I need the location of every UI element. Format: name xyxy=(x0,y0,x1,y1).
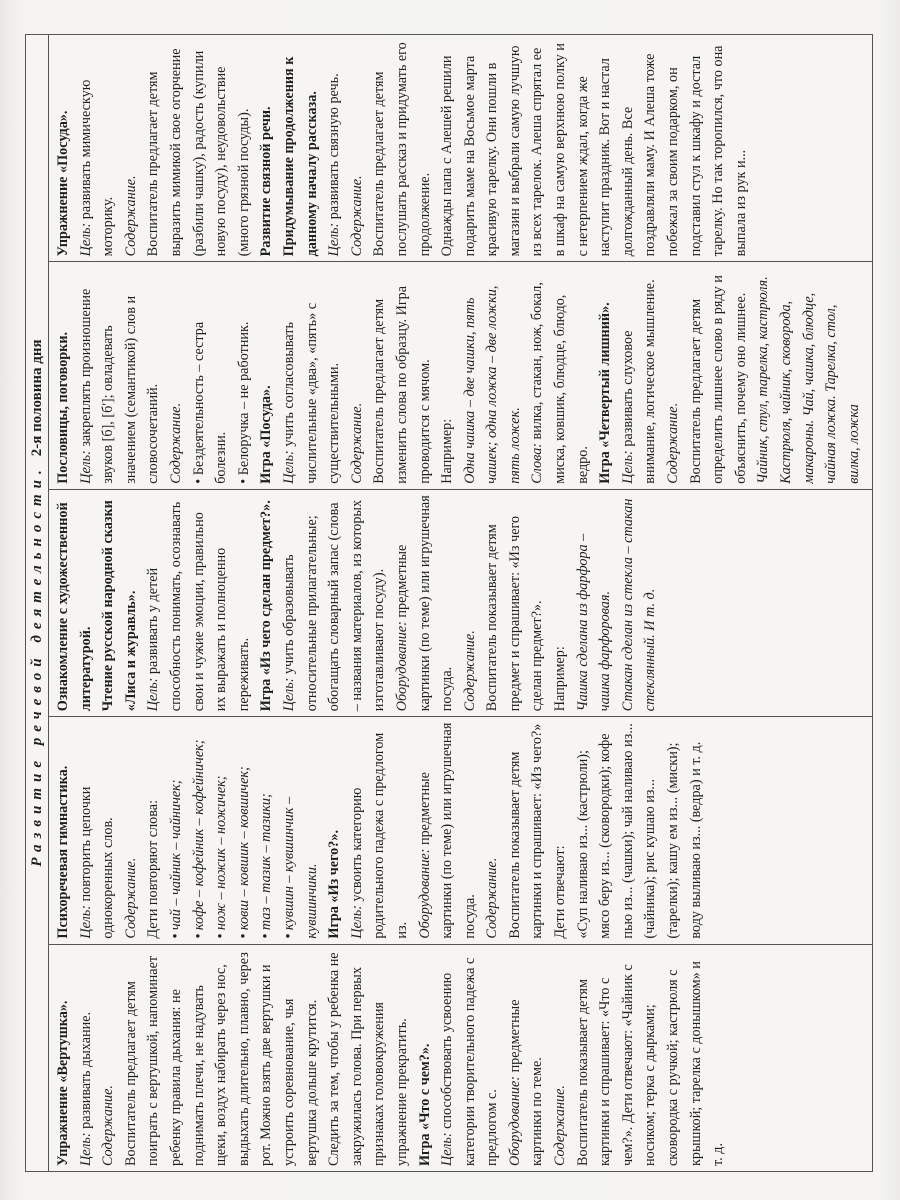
field-label: Цель: xyxy=(77,1132,94,1166)
field-label: Цель: xyxy=(77,450,94,484)
table-column xyxy=(49,261,873,488)
block-text: Игра «Из чего?». xyxy=(326,829,343,939)
table-columns xyxy=(49,35,873,1171)
block-text: Воспитатель предлагает детям поиграть с вертушкой, напоминает ребенку правила дыхания: не поднимать плечи, не надувать щеки, воздух набирать через нос, выдыхать длительно, плавно, через рот. Можно взять две вертушки и устроить соревнование, чья вертушка дольше крутится. Следить за тем, чтобы у ребенка не закружилась голова. При первых признаках головокружения упражнение прекратить. xyxy=(122,952,410,1166)
block-text: Упражнение «Посуда». xyxy=(55,110,71,257)
bullet-item xyxy=(210,722,233,938)
section-heading xyxy=(52,495,97,711)
block-text: учить согласовывать числительные «два», «пять» с существительными. xyxy=(280,302,343,484)
paragraph xyxy=(436,40,752,256)
block-text: Пословицы, поговорки. xyxy=(55,331,71,484)
block-text: Упражнение «Вертушка». xyxy=(55,1000,71,1166)
field-label: Цель: xyxy=(439,1132,456,1166)
paragraph xyxy=(368,267,436,483)
block-text: кувшин – кувшинчик – кувшинчики. xyxy=(280,796,320,939)
block-text: Однажды папа с Алешей решили подарить маме на Восьмое марта красивую тарелку. Они пошли в магазин и выбрали самую лучшую из всех тарелок. Алеша спрятал ее в шкаф на самую верхнюю полку и с нетерпением ждал, когда же наступит праздник. Вот и настал долгожданный день. Все поздравляли маму. И Алеша тоже побежал за своим подарком, он подставил стул к шкафу и достал тарелку. Но так торопился, что она выпала из рук и... xyxy=(439,43,749,257)
block-text: Воспитатель предлагает детям выразить мимикой свое огорчение (разбили чашку), радость (купили новую посуду), неудовольствие (много грязной посуды). xyxy=(145,48,252,257)
italic-text xyxy=(346,267,369,483)
paragraph xyxy=(368,40,436,256)
bullet-item xyxy=(233,267,256,483)
block-text: усвоить категорию родительного падежа с предлогом из. xyxy=(348,732,410,939)
paragraph xyxy=(414,722,482,938)
block-text: Одна чашка – две чашки, пять чашек; одна ложка – две ложки, пять ложек. xyxy=(461,285,523,484)
italic-text xyxy=(97,950,120,1166)
block-text: Чайник, стул, тарелка, кастрюля. Кастрюля, чайник, сковорода, макароны. Чай, чашка, блюдце, чайная ложка. Тарелка, стол, вилка, ложка xyxy=(755,276,862,484)
paragraph xyxy=(278,495,391,711)
table-column xyxy=(49,35,873,261)
paragraph xyxy=(75,950,98,1166)
block-text: Игра «Четвертый лишний». xyxy=(597,302,614,484)
block-text: Например: xyxy=(439,418,456,484)
block-text: Содержание. xyxy=(122,857,139,939)
block-text: Психоречевая гимнастика. xyxy=(55,765,71,939)
block-text: Игра «Посуда». xyxy=(258,385,275,484)
table-column xyxy=(49,489,873,716)
block-text: Придумывание продолжения к данному началу рассказа. xyxy=(280,56,320,257)
table-subtitle: 2-я половина дня xyxy=(28,339,45,457)
paragraph xyxy=(120,950,414,1166)
italic-text xyxy=(165,267,188,483)
block-text: предметные картинки по теме. xyxy=(506,999,546,1166)
bullet-item xyxy=(188,267,233,483)
block-text: Чашка сделана из фарфора – чашка фарфоровая. xyxy=(574,533,614,712)
block-text: Игра «Что с чем?». xyxy=(416,1043,433,1166)
field-label: Оборудование: xyxy=(506,1075,523,1166)
table-column xyxy=(49,716,873,943)
section-heading xyxy=(52,40,75,256)
italic-text xyxy=(459,267,527,483)
paragraph xyxy=(436,267,459,483)
italic-text xyxy=(346,40,369,256)
block-text: Белоручка – не работник. xyxy=(235,321,252,476)
block-text: Ознакомление с художественной литературой. xyxy=(55,502,94,712)
block-text: Стакан сделан из стекла – стакан стеклянный. И т. д. xyxy=(619,498,659,712)
block-text: Содержание. xyxy=(665,402,682,484)
paragraph xyxy=(481,495,549,711)
paragraph xyxy=(75,722,120,938)
section-heading xyxy=(97,495,142,711)
section-heading xyxy=(52,267,75,483)
block-text: Содержание. xyxy=(348,402,365,484)
paragraph xyxy=(278,267,346,483)
block-text: развивать слуховое внимание, логическое мышление. xyxy=(619,279,659,484)
block-text: Содержание. xyxy=(348,175,365,257)
block-text: повторить цепочки однокоренных слов. xyxy=(77,786,117,939)
block-text: Содержание. xyxy=(122,175,139,257)
paragraph xyxy=(75,267,165,483)
field-label: Цель: xyxy=(77,222,94,257)
block-text: Воспитатель предлагает детям определить лишнее слово в ряду и объяснить, почему оно лишнее. xyxy=(687,275,749,484)
block-text: развивать мимическую моторику. xyxy=(77,79,117,257)
block-text: нож – ножик – ножичек; xyxy=(213,775,230,931)
section-heading xyxy=(255,267,278,483)
italic-text xyxy=(120,40,143,256)
block-text: Развитие связной речи. xyxy=(258,106,275,257)
block-text: развивать у детей способность понимать, осознавать свои и чужие эмоции, правильно их выражать и полноценно переживать. xyxy=(145,501,252,712)
section-heading xyxy=(414,950,437,1166)
paragraph xyxy=(685,267,753,483)
field-label: Цель: xyxy=(326,222,343,257)
field-label: Цель: xyxy=(348,905,365,939)
field-label: Цель: xyxy=(280,450,297,484)
field-label: Оборудование: xyxy=(393,621,410,712)
table-column xyxy=(49,944,873,1171)
block-text: Воспитатель показывает детям предмет и спрашивает: «Из чего сделан предмет?». xyxy=(484,515,546,712)
paragraph xyxy=(436,950,504,1166)
paragraph xyxy=(75,40,120,256)
block-text: «Суп наливаю из... (кастрюли); мясо беру из... (сковородки); кофе пью из... (чашки); чай наливаю из... (чайника); рис кушаю из... (тарелки); кашу ем из... (миски); воду выливаю из... (ведра) и т. д. xyxy=(574,723,704,939)
paragraph xyxy=(549,495,572,711)
paragraph xyxy=(504,722,549,938)
block-text: Воспитатель предлагает детям послушать рассказ и придумать его продолжение. xyxy=(371,42,433,257)
italic-text xyxy=(572,495,617,711)
block-text: Воспитатель предлагает детям изменить слова по образцу. Игра проводится с мячом. xyxy=(371,285,433,484)
paragraph xyxy=(391,495,459,711)
block-text: учить образовывать относительные прилагательные; обогащать словарный запас (слова – названия материалов, из которых изготавливают посуду). xyxy=(280,499,388,712)
italic-text xyxy=(481,722,504,938)
section-heading xyxy=(323,722,346,938)
block-text: Содержание. xyxy=(461,630,478,712)
section-heading xyxy=(52,950,75,1166)
block-text: предметные картинки (по теме) или игрушечная посуда. xyxy=(393,495,456,712)
block-text: Дети отвечают: xyxy=(552,845,569,939)
block-text: Бездеятельность – сестра болезни. xyxy=(190,321,230,484)
paragraph xyxy=(526,267,594,483)
field-label: Оборудование: xyxy=(416,848,433,939)
paragraph xyxy=(617,267,662,483)
paragraph xyxy=(142,722,165,938)
field-label: Цель: xyxy=(619,450,636,484)
italic-text xyxy=(752,267,865,483)
block-text: развивать дыхание. xyxy=(77,1011,94,1133)
paragraph xyxy=(549,722,572,938)
block-text: Игра «Из чего сделан предмет?». xyxy=(258,500,275,712)
block-text: Чтение русской народной сказки «Лиса и журавль». xyxy=(100,500,139,712)
block-text: Например: xyxy=(552,646,569,712)
paragraph xyxy=(142,40,255,256)
bullet-item xyxy=(255,722,278,938)
block-text: ковш – ковшик – ковшичек; xyxy=(235,766,252,931)
paragraph xyxy=(572,950,730,1166)
block-text: Воспитатель показывает детям картинки и спрашивает: «Из чего?» xyxy=(506,723,546,939)
italic-text xyxy=(459,495,482,711)
table-title: Развитие речевой деятельности. xyxy=(28,464,45,867)
section-heading xyxy=(255,495,278,711)
field-label: Слова: xyxy=(529,442,546,484)
table-heading xyxy=(26,35,49,1171)
bullet-item xyxy=(233,722,256,938)
block-text: Содержание. xyxy=(167,402,184,484)
bullet-item xyxy=(165,722,188,938)
paragraph xyxy=(346,722,414,938)
italic-text xyxy=(662,267,685,483)
field-label: Цель: xyxy=(145,677,162,712)
section-heading xyxy=(255,40,278,256)
bullet-item xyxy=(188,722,211,938)
block-text: чай – чайник – чайничек; xyxy=(167,779,184,931)
block-text: закреплять произношение звуков [б], [б']; овладевать значением (семантикой) слов и словосочетаний. xyxy=(77,288,162,484)
paragraph xyxy=(504,950,549,1166)
bullet-item xyxy=(278,722,323,938)
section-heading xyxy=(594,267,617,483)
block-text: таз – тазик – тазики; xyxy=(258,793,275,931)
field-label: Цель: xyxy=(77,905,94,939)
block-text: способствовать усвоению категории творительного падежа с предлогом с. xyxy=(439,957,501,1166)
block-text: Воспитатель показывает детям картинки и спрашивает: «Что с чем?». Дети отвечают: «Чайник с носиком; терка с дырками; сковородка с ручкой; кастрюля с крышкой; тарелка с донышком» и т. д. xyxy=(574,961,727,1166)
italic-text xyxy=(617,495,662,711)
field-label: Цель: xyxy=(280,677,297,712)
block-text: Содержание. xyxy=(484,857,501,939)
paragraph xyxy=(572,722,708,938)
section-heading xyxy=(52,722,75,938)
paragraph xyxy=(323,40,346,256)
block-text: Дети повторяют слова: xyxy=(145,799,162,939)
activity-table xyxy=(25,34,873,1172)
block-text: кофе – кофейник – кофейничек; xyxy=(190,739,207,931)
block-text: предметные картинки (по теме) или игрушечная посуда. xyxy=(416,722,478,939)
block-text: Содержание. xyxy=(552,1085,569,1166)
paragraph xyxy=(142,495,255,711)
italic-text xyxy=(549,950,572,1166)
italic-text xyxy=(120,722,143,938)
block-text: вилка, стакан, нож, бокал, миска, ковшик, блюдце, блюдо, ведро. xyxy=(529,282,591,484)
block-text: Содержание. xyxy=(100,1085,117,1166)
block-text: развивать связную речь. xyxy=(326,73,343,223)
section-heading xyxy=(278,40,323,256)
